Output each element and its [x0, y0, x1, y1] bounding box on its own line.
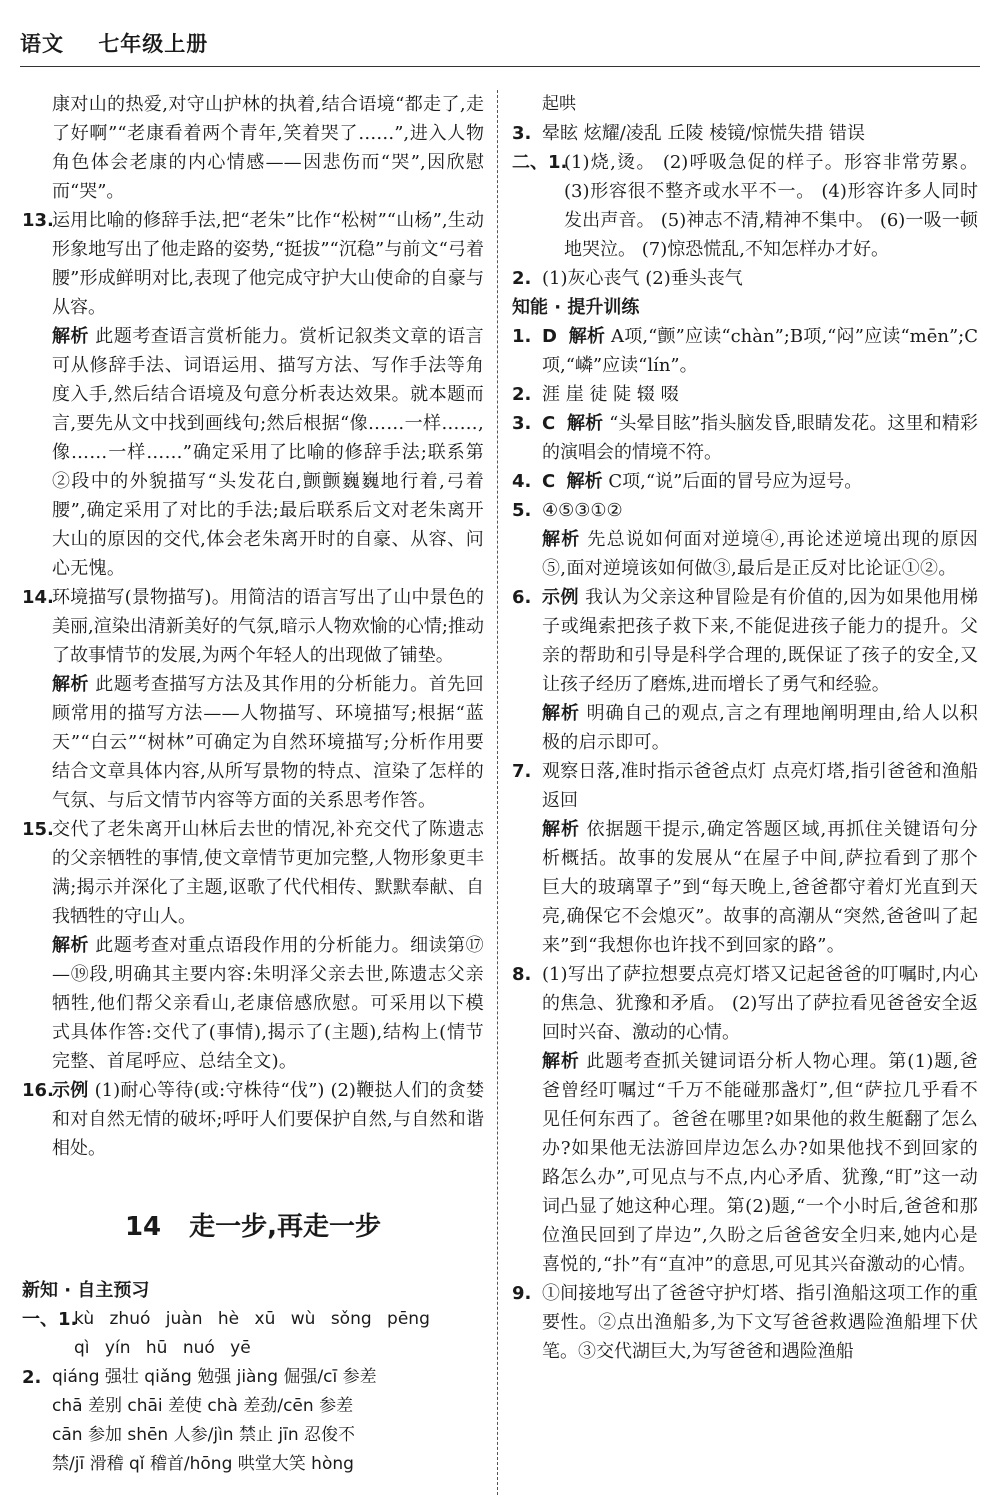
- answer-continuation: 康对山的热爱,对守山护林的执着,结合语境“都走了,走了好啊”“老康看着两个青年,笑着哭了……”,进入人物角色体会老康的内心情感——因悲伤而“哭”,因欣慰而“哭”。: [52, 94, 484, 202]
- answer-p3: 3. 晕眩 炫耀/凌乱 丘陵 棱镜/惊慌失措 错误: [512, 123, 866, 144]
- analysis-k7: 解析 依据题干提示,确定答题区域,再抓住关键语句分析概括。故事的发展从“在屋子中间,萨拉看到了那个巨大的玻璃罩子”到“每天晚上,爸爸都守着灯光直到天亮,确保它不会熄灭”。故事的高潮从“突然,爸爸叫了起来”到“我想你也许找不到回家的路”。: [542, 819, 979, 956]
- left-column: [22, 90, 484, 1479]
- answer-16: 16. 示例 (1)耐心等待(或:守株待“伐”) (2)鞭挞人们的贪婪和对自然无情的破坏;呼吁人们要保护自然,与自然和谐相处。: [22, 1080, 484, 1159]
- column-divider: [497, 90, 498, 1495]
- pinyin-2: 2. qiáng 强壮 qiǎng 勉强 jiàng 倔强/cī 参差 chā 差别 chāi 差使 chà 差劲/cēn 参差 cān 参加 shēn 人参/jìn 禁止 jīn 忍俊不 禁/jī 滑稽 qǐ 稽首/hōng 哄堂大笑 hòng: [22, 1367, 377, 1474]
- answer-s2-1: 二、1. (1)烧,烫。 (2)呼吸急促的样子。形容非常劳累。 (3)形容很不整齐或水平不一。 (4)形容许多人同时发出声音。 (5)神志不清,精神不集中。 (6)一吸一顿地哭泣。 (7)惊恐慌乱,不知怎样办才好。: [512, 152, 978, 260]
- answer-k4: 4. C 解析 C项,“说”后面的冒号应为逗号。: [512, 471, 863, 492]
- analysis-k6: 解析 明确自己的观点,言之有理地阐明理由,给人以积极的启示即可。: [542, 703, 979, 753]
- pinyin-1: 一、1. kù zhuó juàn hè xū wù sǒng pēng qì yín hū nuó yē: [22, 1309, 430, 1358]
- pinyin-2-tail: 起哄: [542, 94, 576, 114]
- lesson-title: 14 走一步,再走一步: [124, 1212, 382, 1242]
- answer-k5: 5. ④⑤③①②: [512, 500, 623, 521]
- answer-14: 14. 环境描写(景物描写)。用简洁的语言写出了山中景色的美丽,渲染出清新美好的气氛,暗示人物欢愉的心情;推动了故事情节的发展,为两个年轻人的出现做了铺垫。: [22, 587, 484, 666]
- answer-13: 13. 运用比喻的修辞手法,把“老朱”比作“松树”“山杨”,生动形象地写出了他走路的姿势,“挺拔”“沉稳”与前文“弓着腰”形成鲜明对比,表现了他完成守护大山使命的自豪与从容。: [22, 210, 484, 318]
- analysis-k8: 解析 此题考查抓关键词语分析人物心理。第(1)题,爸爸曾经叮嘱过“千万不能碰那盏灯”,但“萨拉几乎看不见任何东西了。爸爸在哪里?如果他的救生艇翻了怎么办?如果他无法游回岸边怎么办?如果他找不到回家的路怎么办”,可见点与不点,内心矛盾、犹豫,“盯”这一动词凸显了她这种心理。第(2)题,“一个小时后,爸爸和那位渔民回到了岸边”,久盼之后爸爸安全归来,她内心是喜悦的,“扑”有“直冲”的意思,可见其兴奋激动的心情。: [542, 1051, 978, 1275]
- answer-k8: 8. (1)写出了萨拉想要点亮灯塔又记起爸爸的叮嘱时,内心的焦急、犹豫和矛盾。 (2)写出了萨拉看见爸爸安全返回时兴奋、激动的心情。: [512, 964, 978, 1043]
- analysis-13: 解析 此题考查语言赏析能力。赏析记叙类文章的语言可从修辞手法、词语运用、描写方法、写作手法等角度入手,然后结合语境及句意分析表达效果。就本题而言,要先从文中找到画线句;然后根据“像……一样……,像……一样……”确定采用了比喻的修辞手法;联系第②段中的外貌描写“头发花白,颤颤巍巍地行着,弓着腰”,确定采用了对比的手法;最后联系后文对老朱离开大山的原因的交代,体会老朱离开时的自豪、从容、问心无愧。: [52, 326, 484, 579]
- answer-s2-2: 2. (1)灰心丧气 (2)垂头丧气: [512, 268, 743, 289]
- subject-label: 语文: [20, 32, 64, 56]
- header-rule: [20, 66, 980, 67]
- right-column: [512, 90, 978, 1366]
- answer-k7: 7. 观察日落,准时指示爸爸点灯 点亮灯塔,指引爸爸和渔船返回: [512, 761, 978, 811]
- page-header: [20, 28, 234, 58]
- answer-k3: 3. C 解析 “头晕目眩”指头脑发昏,眼睛发花。这里和精彩的演唱会的情境不符。: [512, 413, 979, 463]
- section-training-heading: 知能 · 提升训练: [512, 297, 640, 318]
- answer-k6: 6. 示例 我认为父亲这种冒险是有价值的,因为如果他用梯子或绳索把孩子救下来,不能促进孩子能力的提升。父亲的帮助和引导是科学合理的,既保证了孩子的安全,又让孩子经历了磨炼,进而增长了勇气和经验。: [512, 587, 978, 695]
- analysis-14: 解析 此题考查描写方法及其作用的分析能力。首先回顾常用的描写方法——人物描写、环境描写;根据“蓝天”“白云”“树林”可确定为自然环境描写;分析作用要结合文章具体内容,从所写景物的特点、渲染了怎样的气氛、与后文情节内容等方面的关系思考作答。: [52, 674, 484, 811]
- grade-label: 七年级上册: [98, 32, 209, 56]
- analysis-15: 解析 此题考查对重点语段作用的分析能力。细读第⑰—⑲段,明确其主要内容:朱明泽父亲去世,陈遗志父亲牺牲,他们帮父亲看山,老康倍感欣慰。可采用以下模式具体作答:交代了(事情),揭示了(主题),结构上(情节完整、首尾呼应、总结全文)。: [52, 935, 484, 1072]
- answer-k2: 2. 涯 崖 徒 陡 辍 啜: [512, 384, 679, 405]
- answer-k1: 1. D 解析 A项,“颤”应读“chàn”;B项,“闷”应读“mēn”;C项,“嶙”应读“lín”。: [512, 326, 979, 376]
- answer-k9: 9. ①间接地写出了爸爸守护灯塔、指引渔船这项工作的重要性。②点出渔船多,为下文写爸爸救遇险渔船埋下伏笔。③交代湖巨大,为写爸爸和遇险渔船: [512, 1283, 978, 1362]
- answer-15: 15. 交代了老朱离开山林后去世的情况,补充交代了陈遗志的父亲牺牲的事情,使文章情节更加完整,人物形象更丰满;揭示并深化了主题,讴歌了代代相传、默默奉献、自我牺牲的守山人。: [22, 819, 484, 927]
- section-preview-heading: 新知 · 自主预习: [22, 1280, 150, 1301]
- analysis-k5: 解析 先总说如何面对逆境④,再论述逆境出现的原因⑤,面对逆境该如何做③,最后是正反对比论证①②。: [542, 529, 978, 579]
